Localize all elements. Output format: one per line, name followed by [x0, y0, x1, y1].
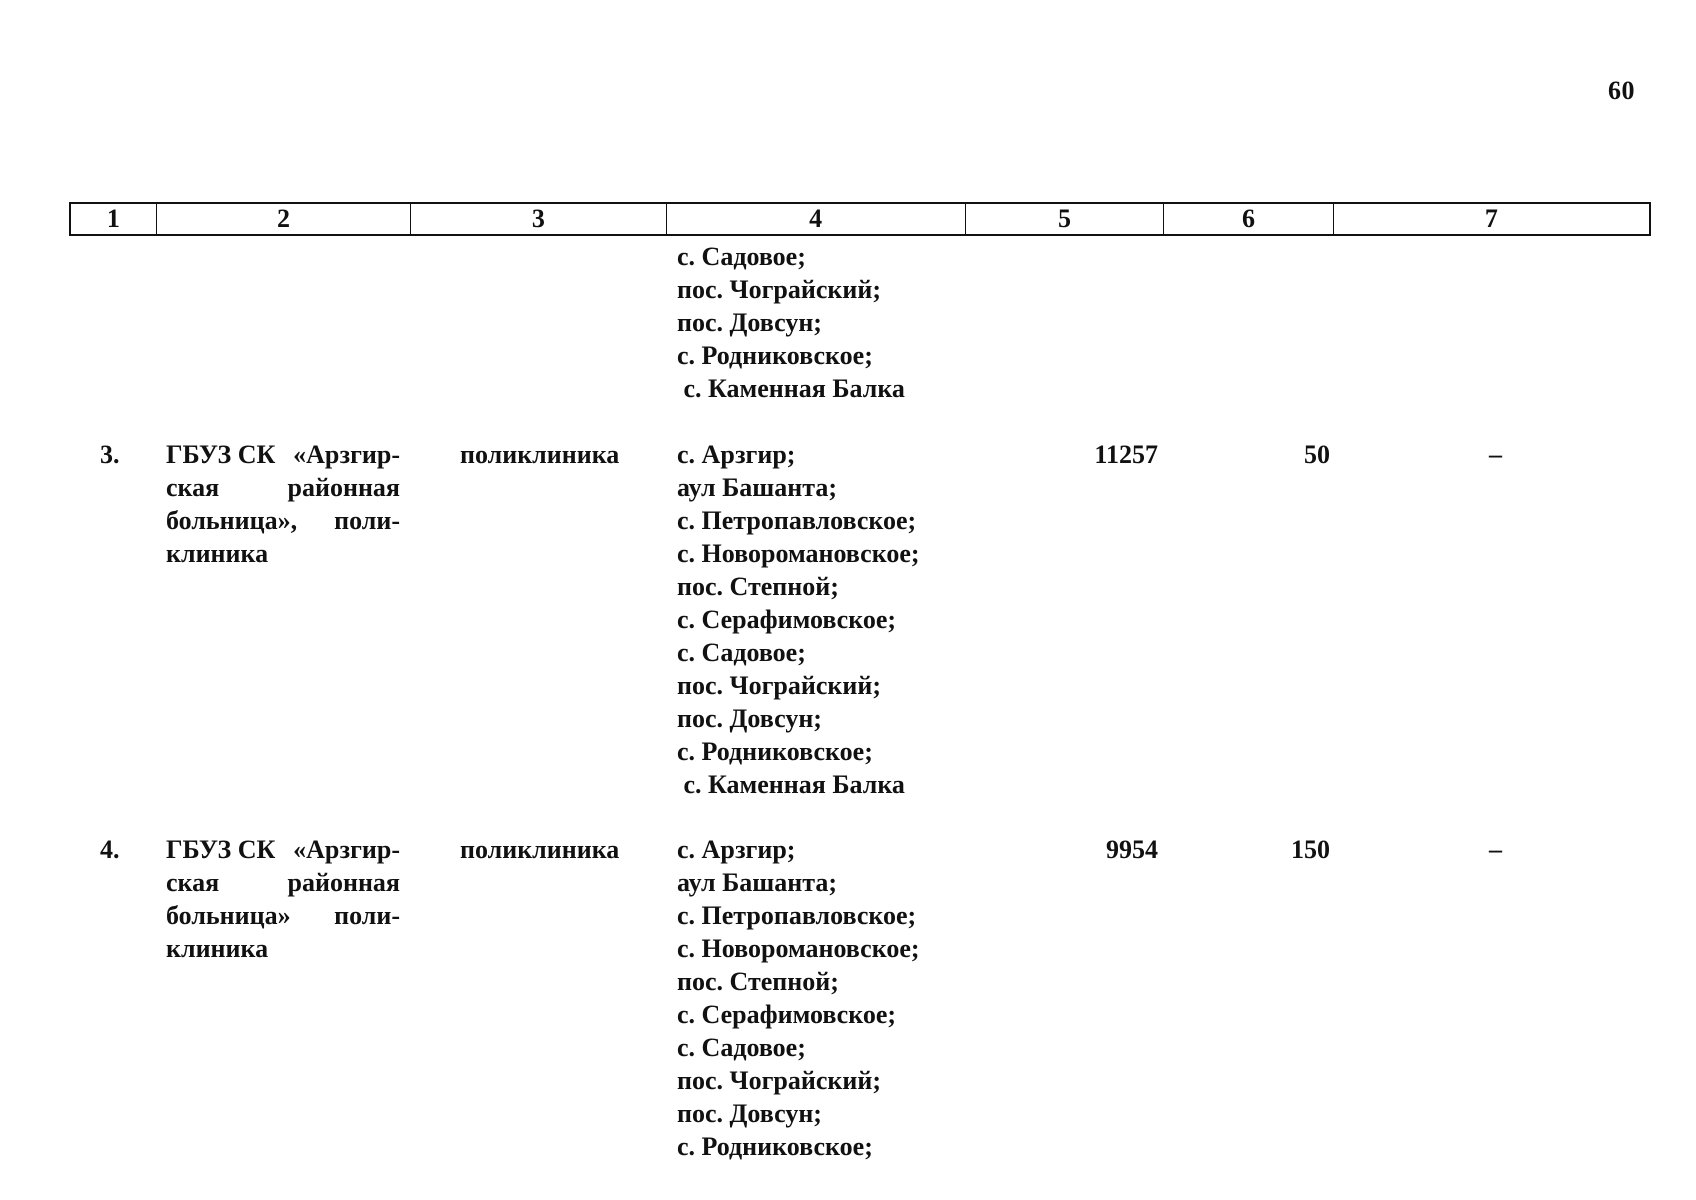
name-fragment: районная	[287, 868, 400, 897]
name-fragment: «Арзгир-	[293, 835, 400, 864]
locality: с. Садовое;	[677, 1033, 806, 1062]
locality: с. Серафимовское;	[677, 1000, 897, 1029]
name-fragment: больница»	[166, 901, 291, 930]
value-col5: 11257	[1094, 440, 1158, 469]
name-fragment: ская	[166, 868, 220, 897]
table-header	[69, 202, 1651, 236]
name-fragment: больница»,	[166, 506, 298, 535]
locality: пос. Степной;	[677, 572, 839, 601]
name-fragment: «Арзгир-	[293, 440, 400, 469]
locality: пос. Чограйский;	[677, 671, 881, 700]
locality: пос. Чограйский;	[677, 275, 881, 304]
value-col7: –	[1489, 835, 1502, 864]
name-fragment: поли-	[334, 506, 400, 535]
column-header-7: 7	[1484, 204, 1498, 233]
column-header-2: 2	[157, 204, 411, 234]
locality: пос. Чограйский;	[677, 1066, 881, 1095]
locality: пос. Довсун;	[677, 1099, 822, 1128]
locality: с. Серафимовское;	[677, 605, 897, 634]
locality: с. Садовое;	[677, 242, 806, 271]
locality: с. Родниковское;	[677, 1132, 873, 1161]
name-fragment: районная	[287, 473, 400, 502]
page-number: 60	[1608, 76, 1635, 105]
locality: с. Петропавловское;	[677, 506, 917, 535]
column-header-4: 4	[667, 204, 966, 234]
value-col6: 150	[1291, 835, 1330, 864]
name-fragment: поли-	[334, 901, 400, 930]
locality: с. Новоромановское;	[677, 539, 920, 568]
locality: аул Башанта;	[677, 473, 837, 502]
locality: с. Каменная Балка	[677, 374, 905, 403]
locality: аул Башанта;	[677, 868, 837, 897]
facility-type: поликлиника	[460, 835, 620, 864]
locality: пос. Довсун;	[677, 308, 822, 337]
institution-name	[166, 833, 400, 965]
value-col6: 50	[1304, 440, 1330, 469]
locality: с. Садовое;	[677, 638, 806, 667]
row-number: 3.	[100, 440, 120, 469]
value-col5: 9954	[1106, 835, 1158, 864]
column-header-6: 6	[1164, 204, 1334, 234]
locality: с. Петропавловское;	[677, 901, 917, 930]
localities-list	[677, 833, 920, 1163]
column-header-1: 1	[71, 204, 157, 234]
localities-list	[677, 438, 920, 801]
name-fragment: клиника	[166, 539, 269, 568]
name-fragment: ГБУЗ СК	[166, 440, 276, 469]
name-fragment: ГБУЗ СК	[166, 835, 276, 864]
continuation-localities	[677, 240, 905, 405]
locality: пос. Степной;	[677, 967, 839, 996]
row-number: 4.	[100, 835, 120, 864]
locality: с. Арзгир;	[677, 835, 796, 864]
institution-name	[166, 438, 400, 570]
locality: с. Родниковское;	[677, 737, 873, 766]
column-header-5: 5	[966, 204, 1165, 234]
facility-type: поликлиника	[460, 440, 620, 469]
name-fragment: клиника	[166, 934, 269, 963]
locality: пос. Довсун;	[677, 704, 822, 733]
name-fragment: ская	[166, 473, 220, 502]
locality: с. Родниковское;	[677, 341, 873, 370]
locality: с. Арзгир;	[677, 440, 796, 469]
value-col7: –	[1489, 440, 1502, 469]
locality: с. Новоромановское;	[677, 934, 920, 963]
locality: с. Каменная Балка	[677, 770, 905, 799]
column-header-3: 3	[411, 204, 666, 234]
